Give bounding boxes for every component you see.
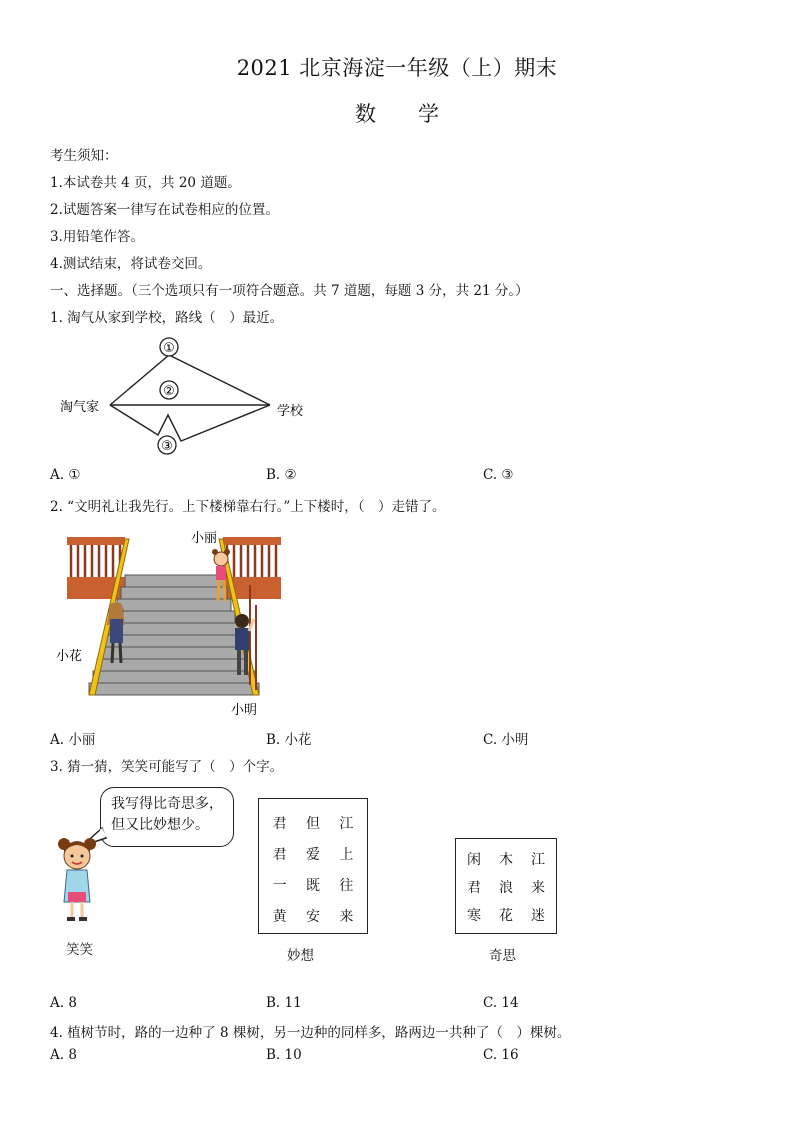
- char-cell: 花: [499, 908, 513, 924]
- char-cell: 寒: [467, 908, 481, 924]
- stairs-illustration: [55, 525, 290, 720]
- char-cell: 往: [339, 878, 354, 894]
- char-cell: 爱: [305, 847, 320, 863]
- char-cell: 黄: [272, 909, 287, 925]
- route-1-label: ①: [163, 341, 175, 356]
- miaoxiang-card: [258, 798, 368, 934]
- notice-heading: 考生须知：: [50, 148, 118, 164]
- notice-item: 1.本试卷共 4 页，共 20 道题。: [50, 175, 241, 191]
- qisi-card: [455, 838, 557, 934]
- speech-bubble: [100, 787, 234, 847]
- notice-item: 2.试题答案一律写在试卷相应的位置。: [50, 202, 279, 218]
- q2-option-c[interactable]: C. 小明: [483, 732, 529, 748]
- notice-item: 3.用铅笔作答。: [50, 229, 144, 245]
- q1-option-a[interactable]: A. ①: [50, 467, 81, 483]
- question-3: 3. 猜一猜，笑笑可能写了（ ）个字。: [50, 759, 284, 775]
- char-cell: 上: [339, 847, 354, 863]
- q1-option-b[interactable]: B. ②: [266, 467, 297, 483]
- route-3-line: [110, 405, 270, 441]
- char-cell: 来: [339, 909, 354, 925]
- char-cell: 江: [531, 852, 545, 868]
- notice-item: 4.测试结束，将试卷交回。: [50, 256, 212, 272]
- char-cell: 迷: [531, 908, 545, 924]
- xiaoxiao-label: 笑笑: [66, 942, 93, 958]
- char-cell: 木: [499, 852, 513, 868]
- bubble-line: 我写得比奇思多，: [111, 796, 223, 812]
- char-cell: 浪: [499, 880, 513, 896]
- char-cell: 闲: [467, 852, 481, 868]
- school-label: 学校: [277, 404, 304, 419]
- char-cell: 但: [305, 816, 320, 832]
- q4-option-a[interactable]: A. 8: [50, 1047, 77, 1063]
- question-2: 2. “文明礼让我先行。上下楼梯靠右行。”上下楼时，（ ）走错了。: [50, 499, 446, 515]
- char-cell: 来: [531, 880, 545, 896]
- char-cell: 既: [305, 878, 320, 894]
- question-4: 4. 植树节时，路的一边种了 8 棵树，另一边种的同样多，路两边一共种了（ ）棵树。: [50, 1025, 571, 1041]
- char-cell: 一: [272, 878, 287, 894]
- q1-option-c[interactable]: C. ③: [483, 467, 514, 483]
- q2-option-a[interactable]: A. 小丽: [50, 732, 96, 748]
- q3-option-b[interactable]: B. 11: [266, 995, 302, 1011]
- q2-option-b[interactable]: B. 小花: [266, 732, 312, 748]
- char-cell: 君: [467, 880, 481, 896]
- subject-title: 数 学: [355, 102, 439, 126]
- qisi-grid: [458, 849, 554, 925]
- xiaohua-label: 小花: [56, 649, 83, 664]
- bubble-line: 但又比妙想少。: [111, 817, 209, 833]
- q4-option-c[interactable]: C. 16: [483, 1047, 519, 1063]
- q3-option-c[interactable]: C. 14: [483, 995, 519, 1011]
- route-1-line: [110, 355, 270, 405]
- route-2-label: ②: [163, 384, 175, 399]
- question-1: 1. 淘气从家到学校，路线（ ）最近。: [50, 310, 284, 326]
- char-cell: 君: [272, 847, 287, 863]
- miaoxiang-grid: [263, 813, 363, 926]
- route-3-label: ③: [161, 439, 173, 454]
- char-cell: 安: [305, 909, 320, 925]
- home-label: 淘气家: [60, 400, 100, 415]
- qisi-label: 奇思: [489, 948, 516, 964]
- route-diagram: [55, 333, 325, 463]
- page-title: 2021 北京海淀一年级（上）期末: [236, 56, 558, 80]
- char-cell: 江: [339, 816, 354, 832]
- miaoxiang-label: 妙想: [287, 948, 314, 964]
- q4-option-b[interactable]: B. 10: [266, 1047, 302, 1063]
- xiaoli-label: 小丽: [191, 531, 218, 546]
- char-cell: 君: [272, 816, 287, 832]
- xiaoxiao-figure: [52, 832, 102, 924]
- q3-option-a[interactable]: A. 8: [50, 995, 77, 1011]
- section-heading: 一、选择题。（三个选项只有一项符合题意。共 7 道题，每题 3 分，共 21 分。）: [50, 283, 529, 299]
- xiaoming-label: 小明: [231, 703, 258, 718]
